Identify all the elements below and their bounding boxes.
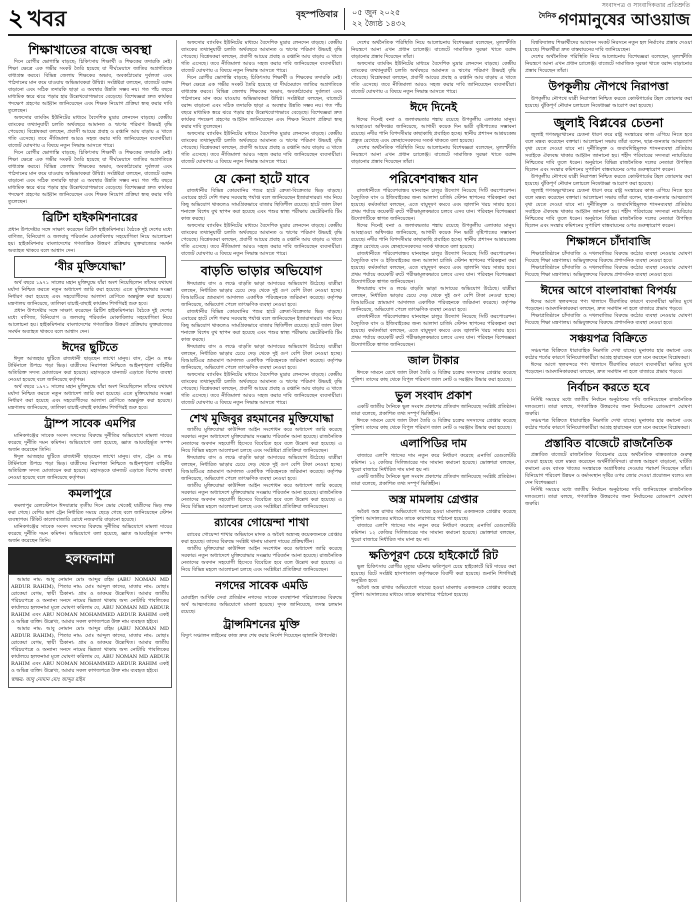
article-body: মানিকগঞ্জের সাবেক সংসদ সদস্যের বিরুদ্ধে দুর্নীতির অভিযোগে মামলা দায়ের করেছে দুর্নীতি দমন কমিশন। অভিযোগে বলা হয়েছে, জ্ঞাত আয়বহির্ভূত সম্পদ অর্জন করেছেন তিনি। ঈদুল আজহার ছুটিতে রাজধানী ছাড়ছেন লাখো মানুষ। বাস, ট্রেন ও লঞ্চ টার্মিনালে উপচে পড়া ভিড়। যাত্রীদের নিরাপত্তা নিশ্চিতে আইনশৃঙ্খলা বাহিনীর অতিরিক্ত সদস্য মোতায়েন করা হয়েছে। মহাসড়কে যানজট এড়াতে বিশেষ ব্যবস্থা নেওয়া হয়েছে বলে জানিয়েছে কর্তৃপক্ষ। (8, 432, 172, 481)
article-body: অর্থ বছরে ১৯৭১ সালের মহান মুক্তিযুদ্ধে যাঁরা অংশ নিয়েছিলেন তাঁদের যথাযথ মর্যাদা নিশ্চিত করতে নতুন অধ্যাদেশ জারি করা হয়েছে। এতে মুক্তিযোদ্ধার সংজ্ঞা নির্ধারণ করা হয়েছে এবং সহযোগীদের আলাদা শ্রেণিতে অন্তর্ভুক্ত করা হয়েছে। মন্ত্রণালয় জানিয়েছে, তালিকা যাচাই-বাছাই কার্যক্রম শিগগিরই শুরু হবে। প্রধান উপদেষ্টার সঙ্গে সাক্ষাৎ করেছেন ব্রিটিশ হাইকমিশনার। বৈঠকে দুই দেশের মধ্যে বাণিজ্য, বিনিয়োগ ও জলবায়ু পরিবর্তন মোকাবিলায় সহযোগিতা নিয়ে আলোচনা হয়। হাইকমিশনার বাংলাদেশের গণতান্ত্রিক উত্তরণ প্রক্রিয়ায় যুক্তরাজ্যের সমর্থন অব্যাহত থাকবে বলে আশ্বাস দেন। (8, 279, 172, 335)
article-body: ঈদকে সামনে রেখে জাল টাকা তৈরি ও বিক্রির চক্রের সদস্যদের গ্রেপ্তার করেছে পুলিশ। তাদের কাছ থেকে বিপুল পরিমাণ জাল নোট ও সরঞ্জাম উদ্ধার করা হয়েছে। (351, 369, 516, 383)
affidavit-banner: হলফনামা (8, 547, 172, 574)
headline: প্রস্তাবিত বাজেটে রাজনৈতিক (544, 436, 673, 450)
boxed-headline (14, 256, 166, 278)
article-body: বাজারে এলপি গ্যাসের দাম নতুন করে নির্ধারণ করেছে এনার্জি রেগুলেটরি কমিশন। ১২ কেজির সিলিন্ডারের দাম সামান্য কমানো হয়েছে। ভোক্তারা বলছেন, খুচরা বাজারে নির্ধারিত দাম মানা হয় না। একটি জাতীয় দৈনিকে ভুল সংবাদ প্রকাশের প্রতিবাদ জানিয়েছে সংশ্লিষ্ট প্রতিষ্ঠান। তারা বলেছে, প্রকাশিত তথ্য সম্পূর্ণ ভিত্তিহীন। (351, 452, 516, 487)
column-divider (520, 40, 521, 902)
separator (8, 338, 172, 339)
headline: শিক্ষাখাতের বাজে অবস্থা (28, 42, 152, 57)
article-body: ঈদুল আজহার ছুটিতে রাজধানী ছাড়ছেন লাখো মানুষ। বাস, ট্রেন ও লঞ্চ টার্মিনালে উপচে পড়া ভিড়। যাত্রীদের নিরাপত্তা নিশ্চিতে আইনশৃঙ্খলা বাহিনীর অতিরিক্ত সদস্য মোতায়েন করা হয়েছে। মহাসড়কে যানজট এড়াতে বিশেষ ব্যবস্থা নেওয়া হয়েছে বলে জানিয়েছে কর্তৃপক্ষ। অর্থ বছরে ১৯৭১ সালের মহান মুক্তিযুদ্ধে যাঁরা অংশ নিয়েছিলেন তাঁদের যথাযথ মর্যাদা নিশ্চিত করতে নতুন অধ্যাদেশ জারি করা হয়েছে। এতে মুক্তিযোদ্ধার সংজ্ঞা নির্ধারণ করা হয়েছে এবং সহযোগীদের আলাদা শ্রেণিতে অন্তর্ভুক্ত করা হয়েছে। মন্ত্রণালয় জানিয়েছে, তালিকা যাচাই-বাছাই কার্যক্রম শিগগিরই শুরু হবে। (8, 356, 172, 412)
separator (525, 112, 692, 113)
separator (351, 386, 516, 387)
separator (525, 329, 692, 330)
headline: বাড়তি ভাড়ার অভিযোগ (200, 263, 323, 279)
affidavit-text: আমার নাম: আবু নোমান মোঃ আব্দুর রহিম (ABU NOMAN MD ABDUR RAHIM), পিতার নাম: মোঃ আব্দুল কাদের, মাতার নাম: মোছাঃ রোকেয়া বেগম, স্থায়ী ঠিকানা: গ্রাম ও ডাকঘর উল্লেখিত। আমার জাতীয় পরিচয়পত্রে ও অন্যান্য সনদে নামের ভিন্নতা থাকায় অদ্য নোটারি পাবলিকের কার্যালয়ে হলফনামা মূলে ঘোষণা করিলাম যে, ABU NOMAN MD ABDUR RAHIM এবং ABU NOMAN MOHAMMED ABDUR RAHIM একই ও অভিন্ন ব্যক্তি। উল্লেখ্য, আমার সকল কাগজপত্রে উক্ত নাম ব্যবহৃত হইবে। আমার নাম: আবু নোমান মোঃ আব্দুর রহিম (ABU NOMAN MD ABDUR RAHIM), পিতার নাম: মোঃ আব্দুল কাদের, মাতার নাম: মোছাঃ রোকেয়া বেগম, স্থায়ী ঠিকানা: গ্রাম ও ডাকঘর উল্লেখিত। আমার জাতীয় পরিচয়পত্রে ও অন্যান্য সনদে নামের ভিন্নতা থাকায় অদ্য নোটারি পাবলিকের কার্যালয়ে হলফনামা মূলে ঘোষণা করিলাম যে, ABU NOMAN MD ABDUR RAHIM এবং ABU NOMAN MOHAMMED ABDUR RAHIM একই ও অভিন্ন ব্যক্তি। উল্লেখ্য, আমার সকল কাগজপত্রে উক্ত নাম ব্যবহৃত হইবে। (11, 576, 169, 674)
article-body: সঞ্চয়পত্র বিক্রিতে ধারাবাহিক নিম্নগতি দেখা যাচ্ছে। মুনাফার হার কমানো এবং কঠোর শর্তের কারণে বিনিয়োগকারীরা আগ্রহ হারাচ্ছেন বলে মনে করছেন বিশ্লেষকরা। ঈদের আগে স্থলবন্দরে পণ্য খালাসে ধীরগতির কারণে ব্যবসায়ীরা ক্ষতির মুখে পড়েছেন। আমদানিকারকরা বলছেন, দ্রুত সমাধান না হলে বাজারে প্রভাব পড়বে। (525, 347, 692, 375)
date-bangla: ২২ জ্যৈষ্ঠ ১৪৩২ (352, 19, 407, 28)
affidavit-notice (8, 574, 172, 688)
article-body: জুলাই গণঅভ্যুত্থানের চেতনা ধারণ করে রাষ্ট্র সংস্কারের কাজ এগিয়ে নিতে হবে বলে মন্তব্য করেছেন বক্তারা। আলোচনা সভায় তাঁরা বলেন, ছাত্র-জনতার আত্মত্যাগ বৃথা যেতে দেওয়া যাবে না। দুর্নীতিমুক্ত ও জবাবদিহিমূলক শাসনব্যবস্থা প্রতিষ্ঠায় সবাইকে ঐক্যবদ্ধ থাকার আহ্বান জানানো হয়। শহীদ পরিবারের সদস্যরা ন্যায়বিচার নিশ্চিতের দাবি তুলে ধরেন। অনুষ্ঠানে বিভিন্ন রাজনৈতিক দলের নেতারা উপস্থিত ছিলেন এবং সংস্কার কমিশনের সুপারিশ বাস্তবায়নের ওপর গুরুত্বারোপ করেন। উপকূলীয় নৌপথে যাত্রী নিরাপত্তা নিশ্চিত করতে কোস্টগার্ডের টহল জোরদার করা হয়েছে। ঝুঁকিপূর্ণ নৌযান চলাচলে নিষেধাজ্ঞা আরোপ করা হয়েছে। জুলাই গণঅভ্যুত্থানের চেতনা ধারণ করে রাষ্ট্র সংস্কারের কাজ এগিয়ে নিতে হবে বলে মন্তব্য করেছেন বক্তারা। আলোচনা সভায় তাঁরা বলেন, ছাত্র-জনতার আত্মত্যাগ বৃথা যেতে দেওয়া যাবে না। দুর্নীতিমুক্ত ও জবাবদিহিমূলক শাসনব্যবস্থা প্রতিষ্ঠায় সবাইকে ঐক্যবদ্ধ থাকার আহ্বান জানানো হয়। শহীদ পরিবারের সদস্যরা ন্যায়বিচার নিশ্চিতের দাবি তুলে ধরেন। অনুষ্ঠানে বিভিন্ন রাজনৈতিক দলের নেতারা উপস্থিত ছিলেন এবং সংস্কার কমিশনের সুপারিশ বাস্তবায়নের ওপর গুরুত্বারোপ করেন। (525, 132, 692, 230)
article-body: ঈদের আগে স্থলবন্দরে পণ্য খালাসে ধীরগতির কারণে ব্যবসায়ীরা ক্ষতির মুখে পড়েছেন। আমদানিকারকরা বলছেন, দ্রুত সমাধান না হলে বাজারে প্রভাব পড়বে। শিক্ষাপ্রতিষ্ঠানে চাঁদাবাজি ও দখলবাজির বিরুদ্ধে কঠোর ব্যবস্থা নেওয়ার ঘোষণা দিয়েছে শিক্ষা মন্ত্রণালয়। অভিযুক্তদের বিরুদ্ধে প্রশাসনিক ব্যবস্থা নেওয়া হবে। (525, 299, 692, 327)
separator (351, 168, 516, 169)
separator (351, 434, 516, 435)
page-number: ২ (8, 4, 24, 32)
column-2 (181, 40, 342, 640)
separator (181, 409, 342, 410)
headline: শিক্ষাঙ্গনে চাঁদাবাজি (566, 235, 651, 249)
headline: ঈদের আগে বাংলাবান্ধা বিপর্যয় (540, 283, 677, 297)
header-rule (8, 34, 692, 36)
article-body: ভুল চিকিৎসায় রোগীর মৃত্যুর ঘটনায় ক্ষতিপূরণ চেয়ে হাইকোর্টে রিট দায়ের করা হয়েছে। রিটে সংশ্লিষ্ট হাসপাতাল কর্তৃপক্ষকে বিবাদী করা হয়েছে। শুনানি শিগগিরই অনুষ্ঠিত হবে। অবৈধ অস্ত্র রাখার অভিযোগে দায়ের হওয়া মামলায় একজনকে গ্রেপ্তার করেছে পুলিশ। আদালতের মাধ্যমে তাকে কারাগারে পাঠানো হয়েছে। (351, 564, 516, 599)
headline: নগদের সাবেক এমডি (215, 579, 308, 593)
separator (8, 208, 172, 209)
article-body: নির্দিষ্ট সময়ের মধ্যে জাতীয় নির্বাচন অনুষ্ঠানের দাবি জানিয়েছেন রাজনৈতিক দলগুলো। তারা বলছে, গণতান্ত্রিক উত্তরণের জন্য নির্বাচনের রোডম্যাপ ঘোষণা জরুরি। সঞ্চয়পত্র বিক্রিতে ধারাবাহিক নিম্নগতি দেখা যাচ্ছে। মুনাফার হার কমানো এবং কঠোর শর্তের কারণে বিনিয়োগকারীরা আগ্রহ হারাচ্ছেন বলে মনে করছেন বিশ্লেষকরা। (525, 396, 692, 431)
article-body: দিনে রোগীর ভোগান্তি বাড়ছে; চিকিৎসায় শিক্ষার্থী ও শিক্ষকের তদারকি নেই। শিক্ষা ক্ষেত্রে এক গভীর সংকট তৈরি হয়েছে যা দীর্ঘমেয়াদে জাতির অগ্রগতিকে বাধাগ্রস্ত করবে। বিভিন্ন জেলায় শিক্ষকের অভাব, অবকাঠামোর দুর্বলতা এবং পাঠদানের মান কমে যাওয়ায় অভিভাবকরা উদ্বিগ্ন। সংশ্লিষ্টরা বলছেন, বাজেটে বরাদ্দ বাড়ানো এবং সঠিক তদারকি ছাড়া এ অবস্থার উন্নতি সম্ভব নয়। গত পাঁচ বছরে মাধ্যমিক স্তরে ঝরে পড়ার হার উল্লেখযোগ্যভাবে বেড়েছে। বিশেষজ্ঞরা দ্রুত কার্যকর পদক্ষেপ গ্রহণের আহ্বান জানিয়েছেন এবং শিক্ষক নিয়োগ প্রক্রিয়া স্বচ্ছ করার দাবি তুলেছেন। অফসোর ব্যাংকিং ইউনিটের মাধ্যমে বৈদেশিক মুদ্রার লেনদেন বাড়ছে। কেন্দ্রীয় ব্যাংকের তথ্যানুযায়ী চলতি অর্থবছরে আমানত ও ঋণের পরিমাণ উভয়ই বৃদ্ধি পেয়েছে। বিশ্লেষকরা বলছেন, প্রবাসী আয়ের প্রবাহ ও রপ্তানি আয় বাড়ায় এ খাতে গতি এসেছে। তবে নীতিমালা আরও সহজ করার দাবি জানিয়েছেন ব্যবসায়ীরা। বাজেট ঘোষণায় এ বিষয়ে নতুন সিদ্ধান্ত আসতে পারে। দিনে রোগীর ভোগান্তি বাড়ছে; চিকিৎসায় শিক্ষার্থী ও শিক্ষকের তদারকি নেই। শিক্ষা ক্ষেত্রে এক গভীর সংকট তৈরি হয়েছে যা দীর্ঘমেয়াদে জাতির অগ্রগতিকে বাধাগ্রস্ত করবে। বিভিন্ন জেলায় শিক্ষকের অভাব, অবকাঠামোর দুর্বলতা এবং পাঠদানের মান কমে যাওয়ায় অভিভাবকরা উদ্বিগ্ন। সংশ্লিষ্টরা বলছেন, বাজেটে বরাদ্দ বাড়ানো এবং সঠিক তদারকি ছাড়া এ অবস্থার উন্নতি সম্ভব নয়। গত পাঁচ বছরে মাধ্যমিক স্তরে ঝরে পড়ার হার উল্লেখযোগ্যভাবে বেড়েছে। বিশেষজ্ঞরা দ্রুত কার্যকর পদক্ষেপ গ্রহণের আহ্বান জানিয়েছেন এবং শিক্ষক নিয়োগ প্রক্রিয়া স্বচ্ছ করার দাবি তুলেছেন। (8, 59, 172, 206)
headline: উপকূলীয় নৌপথে নিরাপত্তা (548, 80, 669, 93)
headline: ‘বীর মুক্তিযোদ্ধা’ (53, 260, 127, 274)
article-body: শিক্ষাপ্রতিষ্ঠানে চাঁদাবাজি ও দখলবাজির বিরুদ্ধে কঠোর ব্যবস্থা নেওয়ার ঘোষণা দিয়েছে শিক্ষা মন্ত্রণালয়। অভিযুক্তদের বিরুদ্ধে প্রশাসনিক ব্যবস্থা নেওয়া হবে। শিক্ষাপ্রতিষ্ঠানে চাঁদাবাজি ও দখলবাজির বিরুদ্ধে কঠোর ব্যবস্থা নেওয়ার ঘোষণা দিয়েছে শিক্ষা মন্ত্রণালয়। অভিযুক্তদের বিরুদ্ধে প্রশাসনিক ব্যবস্থা নেওয়া হবে। (525, 250, 692, 278)
headline: অস্ত্র মামলায় গ্রেপ্তার (388, 492, 478, 506)
article-body: বিশ্ববিদ্যালয় শিক্ষার্থীদের আবাসন সংকট নিরসনে নতুন হল নির্মাণের প্রস্তাব দেওয়া হয়েছে। শিক্ষার্থীরা দ্রুত বাস্তবায়নের দাবি জানিয়েছেন। দেশের অর্থনৈতিক পরিস্থিতি নিয়ে আলোচনায় বিশেষজ্ঞরা বলেছেন, মূল্যস্ফীতি নিয়ন্ত্রণে আনা এখন প্রধান চ্যালেঞ্জ। বাজেটে সামাজিক সুরক্ষা খাতে বরাদ্দ বাড়ানোর প্রস্তাব দিয়েছেন তাঁরা। (525, 40, 692, 74)
column-4 (525, 40, 692, 508)
separator (351, 351, 516, 352)
separator (351, 490, 516, 491)
section-name: খবর (27, 7, 67, 32)
separator (8, 484, 172, 485)
separator (181, 576, 342, 577)
headline: সঞ্চয়পত্র বিক্রিতে (569, 332, 648, 346)
headline: পরিবেশবান্ধব যান (389, 170, 478, 186)
article-body: র‍্যাবের গোয়েন্দা শাখার অভিযানে মাদক ও অবৈধ অস্ত্রসহ কয়েকজনকে গ্রেপ্তার করা হয়েছে। তাদের বিরুদ্ধে সংশ্লিষ্ট থানায় মামলা দায়ের প্রক্রিয়াধীন। জাতীয় মুক্তিযোদ্ধা কাউন্সিল আইন সংশোধন করে অধ্যাদেশ জারি করেছে সরকার। নতুন অধ্যাদেশে মুক্তিযোদ্ধার সংজ্ঞায় পরিবর্তন আনা হয়েছে। রাজনৈতিক নেতাদের অবদান সহযোগী হিসেবে বিবেচিত হবে বলে উল্লেখ করা হয়েছে। এ নিয়ে বিভিন্ন মহলে আলোচনা চলছে এবং সংশ্লিষ্টরা প্রতিক্রিয়া জানিয়েছেন। (181, 532, 342, 574)
headline: ক্ষতিপূরণ চেয়ে হাইকোর্টে রিট (369, 548, 498, 562)
article-body: রাজধানীর বিভিন্ন কোরবানির পশুর হাটে ক্রেতা-বিক্রেতার ভিড় বাড়ছে। এবারের হাটে দেশি গরুর সরবরাহ পর্যাপ্ত বলে জানিয়েছেন ইজারাদাররা। দাম নিয়ে কিছু অভিযোগ থাকলেও সামগ্রিকভাবে বাজার স্থিতিশীল রয়েছে। হাটে জাল টাকা শনাক্তে বিশেষ বুথ স্থাপন করা হয়েছে এবং পশুর স্বাস্থ্য পরীক্ষায় ভেটেরিনারি টিম কাজ করছে। অফসোর ব্যাংকিং ইউনিটের মাধ্যমে বৈদেশিক মুদ্রার লেনদেন বাড়ছে। কেন্দ্রীয় ব্যাংকের তথ্যানুযায়ী চলতি অর্থবছরে আমানত ও ঋণের পরিমাণ উভয়ই বৃদ্ধি পেয়েছে। বিশ্লেষকরা বলছেন, প্রবাসী আয়ের প্রবাহ ও রপ্তানি আয় বাড়ায় এ খাতে গতি এসেছে। তবে নীতিমালা আরও সহজ করার দাবি জানিয়েছেন ব্যবসায়ীরা। বাজেট ঘোষণায় এ বিষয়ে নতুন সিদ্ধান্ত আসতে পারে। (181, 188, 342, 258)
article-body: মোবাইল আর্থিক সেবা প্রতিষ্ঠান নগদের সাবেক ব্যবস্থাপনা পরিচালকের বিরুদ্ধে অর্থ আত্মসাতের অভিযোগে মামলা হয়েছে। দুদক জানিয়েছে, তদন্ত চলমান রয়েছে। (181, 594, 342, 615)
separator (8, 414, 172, 415)
article-body: ঈদযাত্রায় বাস ও লঞ্চে বাড়তি ভাড়া আদায়ের অভিযোগ উঠেছে। যাত্রীরা বলছেন, নির্ধারিত ভাড়ার চেয়ে দেড় থেকে দুই গুণ বেশি টাকা নেওয়া হচ্ছে। বিআরটিএর ভ্রাম্যমাণ আদালত একাধিক পরিবহনকে জরিমানা করেছে। কর্তৃপক্ষ জানিয়েছে, অভিযোগ পেলে তাৎক্ষণিক ব্যবস্থা নেওয়া হবে। রাজধানীর বিভিন্ন কোরবানির পশুর হাটে ক্রেতা-বিক্রেতার ভিড় বাড়ছে। এবারের হাটে দেশি গরুর সরবরাহ পর্যাপ্ত বলে জানিয়েছেন ইজারাদাররা। দাম নিয়ে কিছু অভিযোগ থাকলেও সামগ্রিকভাবে বাজার স্থিতিশীল রয়েছে। হাটে জাল টাকা শনাক্তে বিশেষ বুথ স্থাপন করা হয়েছে এবং পশুর স্বাস্থ্য পরীক্ষায় ভেটেরিনারি টিম কাজ করছে। ঈদযাত্রায় বাস ও লঞ্চে বাড়তি ভাড়া আদায়ের অভিযোগ উঠেছে। যাত্রীরা বলছেন, নির্ধারিত ভাড়ার চেয়ে দেড় থেকে দুই গুণ বেশি টাকা নেওয়া হচ্ছে। বিআরটিএর ভ্রাম্যমাণ আদালত একাধিক পরিবহনকে জরিমানা করেছে। কর্তৃপক্ষ জানিয়েছে, অভিযোগ পেলে তাৎক্ষণিক ব্যবস্থা নেওয়া হবে। অফসোর ব্যাংকিং ইউনিটের মাধ্যমে বৈদেশিক মুদ্রার লেনদেন বাড়ছে। কেন্দ্রীয় ব্যাংকের তথ্যানুযায়ী চলতি অর্থবছরে আমানত ও ঋণের পরিমাণ উভয়ই বৃদ্ধি পেয়েছে। বিশ্লেষকরা বলছেন, প্রবাসী আয়ের প্রবাহ ও রপ্তানি আয় বাড়ায় এ খাতে গতি এসেছে। তবে নীতিমালা আরও সহজ করার দাবি জানিয়েছেন ব্যবসায়ীরা। বাজেট ঘোষণায় এ বিষয়ে নতুন সিদ্ধান্ত আসতে পারে। (181, 280, 342, 406)
column-1 (8, 40, 172, 688)
masthead-title: গণমানুষের আওয়াজ (558, 10, 690, 29)
column-divider (346, 40, 347, 902)
headline: ঈদে দিনেই (410, 101, 457, 114)
affidavit-signature: স্বাক্ষর: আবু নোমান মোঃ আব্দুর রহিম (11, 676, 85, 683)
masthead (520, 2, 690, 29)
headline: ঈদের ছুটিতে (62, 340, 118, 354)
separator (351, 546, 516, 547)
separator (525, 378, 692, 379)
article-body: প্রস্তাবিত বাজেটে রাজনৈতিক বিবেচনার চেয়ে অর্থনৈতিক বাস্তবতাকে গুরুত্ব দেওয়া হয়েছে বলে মন্তব্য করেছেন অর্থনীতিবিদরা। রাজস্ব আহরণ বাড়ানো, ঘাটতি কমানো এবং ব্যাংক খাতের সংস্কারকে অগ্রাধিকার দেওয়ার পরামর্শ দিয়েছেন তাঁরা। বিনিয়োগ পরিবেশ উন্নয়ন ও কর্মসংস্থান সৃষ্টির ওপর জোর দেওয়া প্রয়োজন বলেও মত দেন বিশেষজ্ঞরা। নির্দিষ্ট সময়ের মধ্যে জাতীয় নির্বাচন অনুষ্ঠানের দাবি জানিয়েছেন রাজনৈতিক দলগুলো। তারা বলছে, গণতান্ত্রিক উত্তরণের জন্য নির্বাচনের রোডম্যাপ ঘোষণা জরুরি। (525, 452, 693, 508)
section-badge (8, 6, 66, 32)
article-body: অবৈধ অস্ত্র রাখার অভিযোগে দায়ের হওয়া মামলায় একজনকে গ্রেপ্তার করেছে পুলিশ। আদালতের মাধ্যমে তাকে কারাগারে পাঠানো হয়েছে। বাজারে এলপি গ্যাসের দাম নতুন করে নির্ধারণ করেছে এনার্জি রেগুলেটরি কমিশন। ১২ কেজির সিলিন্ডারের দাম সামান্য কমানো হয়েছে। ভোক্তারা বলছেন, খুচরা বাজারে নির্ধারিত দাম মানা হয় না। (351, 508, 516, 543)
article-body: ঈদের দিনেই বন্যা ও জলাবদ্ধতার শঙ্কায় রয়েছে উপকূলীয় এলাকার মানুষ। আবহাওয়া অধিদপ্তর জানিয়েছে, আগামী কয়েক দিন ভারী বৃষ্টিপাতের সম্ভাবনা রয়েছে। নদীর পানি বিপদসীমার কাছাকাছি প্রবাহিত হচ্ছে। স্থানীয় প্রশাসন আশ্রয়কেন্দ্র প্রস্তুত রেখেছে এবং স্বেচ্ছাসেবকদের সতর্ক থাকতে বলা হয়েছে। দেশের অর্থনৈতিক পরিস্থিতি নিয়ে আলোচনায় বিশেষজ্ঞরা বলেছেন, মূল্যস্ফীতি নিয়ন্ত্রণে আনা এখন প্রধান চ্যালেঞ্জ। বাজেটে সামাজিক সুরক্ষা খাতে বরাদ্দ বাড়ানোর প্রস্তাব দিয়েছেন তাঁরা। (351, 116, 516, 165)
separator (181, 260, 342, 261)
headline: এলাপিডির দাম (400, 437, 467, 451)
headline: ভুল সংবাদ প্রকাশ (395, 388, 472, 402)
column-divider (176, 40, 177, 902)
separator (351, 98, 516, 99)
headline: র‍্যাবের গোয়েন্দা শাখা (214, 516, 309, 530)
article-body: কমলাপুর রেলস্টেশনে ঈদযাত্রার তৃতীয় দিনে ভোর থেকেই যাত্রীদের ভিড় লক্ষ করা গেছে। বেশির ভাগ ট্রেন নির্ধারিত সময়ে ছেড়ে গেছে বলে জানিয়েছেন স্টেশন ব্যবস্থাপক। টিকিট কালোবাজারি রোধে নজরদারি বাড়ানো হয়েছে। মানিকগঞ্জের সাবেক সংসদ সদস্যের বিরুদ্ধে দুর্নীতির অভিযোগে মামলা দায়ের করেছে দুর্নীতি দমন কমিশন। অভিযোগে বলা হয়েছে, জ্ঞাত আয়বহির্ভূত সম্পদ অর্জন করেছেন তিনি। (8, 502, 172, 544)
column-3 (351, 40, 516, 599)
day-label: বৃহস্পতিবার (296, 10, 338, 20)
headline: যে কেনা হাটে যাবে (213, 171, 310, 186)
date-block (352, 7, 406, 29)
separator (525, 434, 692, 435)
article-body: বিদ্যুৎ সঞ্চালন লাইনের কাজ দ্রুত শেষ করার নির্দেশ দিয়েছেন জ্বালানি উপদেষ্টা। (181, 633, 338, 640)
article-body: প্রধান উপদেষ্টার সঙ্গে সাক্ষাৎ করেছেন ব্রিটিশ হাইকমিশনার। বৈঠকে দুই দেশের মধ্যে বাণিজ্য, বিনিয়োগ ও জলবায়ু পরিবর্তন মোকাবিলায় সহযোগিতা নিয়ে আলোচনা হয়। হাইকমিশনার বাংলাদেশের গণতান্ত্রিক উত্তরণ প্রক্রিয়ায় যুক্তরাজ্যের সমর্থন অব্যাহত থাকবে বলে আশ্বাস দেন। (8, 227, 172, 255)
article-body: রাজধানীতে পরিবেশবান্ধব যানবাহন চালুর উদ্যোগ নিয়েছে সিটি করপোরেশন। বৈদ্যুতিক বাস ও ইজিবাইকের জন্য আলাদা চার্জিং স্টেশন স্থাপনের পরিকল্পনা করা হয়েছে। কর্মকর্তারা বলছেন, এতে বায়ুদূষণ কমবে এবং জ্বালানি খরচ সাশ্রয় হবে। প্রথম পর্যায়ে কয়েকটি রুটে পরীক্ষামূলকভাবে চলবে এসব যান। পরিবহন বিশেষজ্ঞরা উদ্যোগটিকে স্বাগত জানিয়েছেন। ঈদের দিনেই বন্যা ও জলাবদ্ধতার শঙ্কায় রয়েছে উপকূলীয় এলাকার মানুষ। আবহাওয়া অধিদপ্তর জানিয়েছে, আগামী কয়েক দিন ভারী বৃষ্টিপাতের সম্ভাবনা রয়েছে। নদীর পানি বিপদসীমার কাছাকাছি প্রবাহিত হচ্ছে। স্থানীয় প্রশাসন আশ্রয়কেন্দ্র প্রস্তুত রেখেছে এবং স্বেচ্ছাসেবকদের সতর্ক থাকতে বলা হয়েছে। রাজধানীতে পরিবেশবান্ধব যানবাহন চালুর উদ্যোগ নিয়েছে সিটি করপোরেশন। বৈদ্যুতিক বাস ও ইজিবাইকের জন্য আলাদা চার্জিং স্টেশন স্থাপনের পরিকল্পনা করা হয়েছে। কর্মকর্তারা বলছেন, এতে বায়ুদূষণ কমবে এবং জ্বালানি খরচ সাশ্রয় হবে। প্রথম পর্যায়ে কয়েকটি রুটে পরীক্ষামূলকভাবে চলবে এসব যান। পরিবহন বিশেষজ্ঞরা উদ্যোগটিকে স্বাগত জানিয়েছেন। ঈদযাত্রায় বাস ও লঞ্চে বাড়তি ভাড়া আদায়ের অভিযোগ উঠেছে। যাত্রীরা বলছেন, নির্ধারিত ভাড়ার চেয়ে দেড় থেকে দুই গুণ বেশি টাকা নেওয়া হচ্ছে। বিআরটিএর ভ্রাম্যমাণ আদালত একাধিক পরিবহনকে জরিমানা করেছে। কর্তৃপক্ষ জানিয়েছে, অভিযোগ পেলে তাৎক্ষণিক ব্যবস্থা নেওয়া হবে। রাজধানীতে পরিবেশবান্ধব যানবাহন চালুর উদ্যোগ নিয়েছে সিটি করপোরেশন। বৈদ্যুতিক বাস ও ইজিবাইকের জন্য আলাদা চার্জিং স্টেশন স্থাপনের পরিকল্পনা করা হয়েছে। কর্মকর্তারা বলছেন, এতে বায়ুদূষণ কমবে এবং জ্বালানি খরচ সাশ্রয় হবে। প্রথম পর্যায়ে কয়েকটি রুটে পরীক্ষামূলকভাবে চলবে এসব যান। পরিবহন বিশেষজ্ঞরা উদ্যোগটিকে স্বাগত জানিয়েছেন। (351, 188, 516, 349)
headline: জাল টাকার (407, 354, 460, 368)
article-body: দেশের অর্থনৈতিক পরিস্থিতি নিয়ে আলোচনায় বিশেষজ্ঞরা বলেছেন, মূল্যস্ফীতি নিয়ন্ত্রণে আনা এখন প্রধান চ্যালেঞ্জ। বাজেটে সামাজিক সুরক্ষা খাতে বরাদ্দ বাড়ানোর প্রস্তাব দিয়েছেন তাঁরা। অফসোর ব্যাংকিং ইউনিটের মাধ্যমে বৈদেশিক মুদ্রার লেনদেন বাড়ছে। কেন্দ্রীয় ব্যাংকের তথ্যানুযায়ী চলতি অর্থবছরে আমানত ও ঋণের পরিমাণ উভয়ই বৃদ্ধি পেয়েছে। বিশ্লেষকরা বলছেন, প্রবাসী আয়ের প্রবাহ ও রপ্তানি আয় বাড়ায় এ খাতে গতি এসেছে। তবে নীতিমালা আরও সহজ করার দাবি জানিয়েছেন ব্যবসায়ীরা। বাজেট ঘোষণায় এ বিষয়ে নতুন সিদ্ধান্ত আসতে পারে। (351, 40, 516, 95)
headline: শেখ মুজিবুর রহমানের মুক্তিযোদ্ধা (189, 411, 334, 425)
separator (181, 168, 342, 169)
headline: কমলাপুরে (68, 486, 112, 500)
date-english: ০৫ জুন ২০২৫ (352, 8, 401, 17)
separator (181, 513, 342, 514)
separator (525, 232, 692, 233)
article-body: জাতীয় মুক্তিযোদ্ধা কাউন্সিল আইন সংশোধন করে অধ্যাদেশ জারি করেছে সরকার। নতুন অধ্যাদেশে মুক্তিযোদ্ধার সংজ্ঞায় পরিবর্তন আনা হয়েছে। রাজনৈতিক নেতাদের অবদান সহযোগী হিসেবে বিবেচিত হবে বলে উল্লেখ করা হয়েছে। এ নিয়ে বিভিন্ন মহলে আলোচনা চলছে এবং সংশ্লিষ্টরা প্রতিক্রিয়া জানিয়েছেন। ঈদযাত্রায় বাস ও লঞ্চে বাড়তি ভাড়া আদায়ের অভিযোগ উঠেছে। যাত্রীরা বলছেন, নির্ধারিত ভাড়ার চেয়ে দেড় থেকে দুই গুণ বেশি টাকা নেওয়া হচ্ছে। বিআরটিএর ভ্রাম্যমাণ আদালত একাধিক পরিবহনকে জরিমানা করেছে। কর্তৃপক্ষ জানিয়েছে, অভিযোগ পেলে তাৎক্ষণিক ব্যবস্থা নেওয়া হবে। জাতীয় মুক্তিযোদ্ধা কাউন্সিল আইন সংশোধন করে অধ্যাদেশ জারি করেছে সরকার। নতুন অধ্যাদেশে মুক্তিযোদ্ধার সংজ্ঞায় পরিবর্তন আনা হয়েছে। রাজনৈতিক নেতাদের অবদান সহযোগী হিসেবে বিবেচিত হবে বলে উল্লেখ করা হয়েছে। এ নিয়ে বিভিন্ন মহলে আলোচনা চলছে এবং সংশ্লিষ্টরা প্রতিক্রিয়া জানিয়েছেন। (181, 427, 342, 511)
article-body: উপকূলীয় নৌপথে যাত্রী নিরাপত্তা নিশ্চিত করতে কোস্টগার্ডের টহল জোরদার করা হয়েছে। ঝুঁকিপূর্ণ নৌযান চলাচলে নিষেধাজ্ঞা আরোপ করা হয়েছে। (525, 95, 692, 109)
article-body: একটি জাতীয় দৈনিকে ভুল সংবাদ প্রকাশের প্রতিবাদ জানিয়েছে সংশ্লিষ্ট প্রতিষ্ঠান। তারা বলেছে, প্রকাশিত তথ্য সম্পূর্ণ ভিত্তিহীন। ঈদকে সামনে রেখে জাল টাকা তৈরি ও বিক্রির চক্রের সদস্যদের গ্রেপ্তার করেছে পুলিশ। তাদের কাছ থেকে বিপুল পরিমাণ জাল নোট ও সরঞ্জাম উদ্ধার করা হয়েছে। (351, 404, 516, 432)
headline: ট্রান্সমিশনের মুক্তি (223, 617, 300, 631)
headline: নির্বাচন করতে হবে (567, 380, 650, 394)
headline: জুলাই বিপ্লবের চেতনা (553, 114, 664, 130)
masthead-tagline: সংবাদপত্র ও সাংবাদিকতার প্রতিশ্রুতি (601, 2, 690, 9)
separator (525, 77, 692, 78)
article-body: অফসোর ব্যাংকিং ইউনিটের মাধ্যমে বৈদেশিক মুদ্রার লেনদেন বাড়ছে। কেন্দ্রীয় ব্যাংকের তথ্যানুযায়ী চলতি অর্থবছরে আমানত ও ঋণের পরিমাণ উভয়ই বৃদ্ধি পেয়েছে। বিশ্লেষকরা বলছেন, প্রবাসী আয়ের প্রবাহ ও রপ্তানি আয় বাড়ায় এ খাতে গতি এসেছে। তবে নীতিমালা আরও সহজ করার দাবি জানিয়েছেন ব্যবসায়ীরা। বাজেট ঘোষণায় এ বিষয়ে নতুন সিদ্ধান্ত আসতে পারে। দিনে রোগীর ভোগান্তি বাড়ছে; চিকিৎসায় শিক্ষার্থী ও শিক্ষকের তদারকি নেই। শিক্ষা ক্ষেত্রে এক গভীর সংকট তৈরি হয়েছে যা দীর্ঘমেয়াদে জাতির অগ্রগতিকে বাধাগ্রস্ত করবে। বিভিন্ন জেলায় শিক্ষকের অভাব, অবকাঠামোর দুর্বলতা এবং পাঠদানের মান কমে যাওয়ায় অভিভাবকরা উদ্বিগ্ন। সংশ্লিষ্টরা বলছেন, বাজেটে বরাদ্দ বাড়ানো এবং সঠিক তদারকি ছাড়া এ অবস্থার উন্নতি সম্ভব নয়। গত পাঁচ বছরে মাধ্যমিক স্তরে ঝরে পড়ার হার উল্লেখযোগ্যভাবে বেড়েছে। বিশেষজ্ঞরা দ্রুত কার্যকর পদক্ষেপ গ্রহণের আহ্বান জানিয়েছেন এবং শিক্ষক নিয়োগ প্রক্রিয়া স্বচ্ছ করার দাবি তুলেছেন। অফসোর ব্যাংকিং ইউনিটের মাধ্যমে বৈদেশিক মুদ্রার লেনদেন বাড়ছে। কেন্দ্রীয় ব্যাংকের তথ্যানুযায়ী চলতি অর্থবছরে আমানত ও ঋণের পরিমাণ উভয়ই বৃদ্ধি পেয়েছে। বিশ্লেষকরা বলছেন, প্রবাসী আয়ের প্রবাহ ও রপ্তানি আয় বাড়ায় এ খাতে গতি এসেছে। তবে নীতিমালা আরও সহজ করার দাবি জানিয়েছেন ব্যবসায়ীরা। বাজেট ঘোষণায় এ বিষয়ে নতুন সিদ্ধান্ত আসতে পারে। (181, 40, 342, 165)
headline: ব্রিটিশ হাইকমিশনারের (42, 211, 138, 225)
page-header (0, 0, 700, 42)
dateline-divider (344, 8, 345, 30)
separator (525, 281, 692, 282)
headline: ট্রাম্প সাবেক এমপির (44, 417, 136, 431)
masthead-prefix: দৈনিক (538, 11, 557, 20)
